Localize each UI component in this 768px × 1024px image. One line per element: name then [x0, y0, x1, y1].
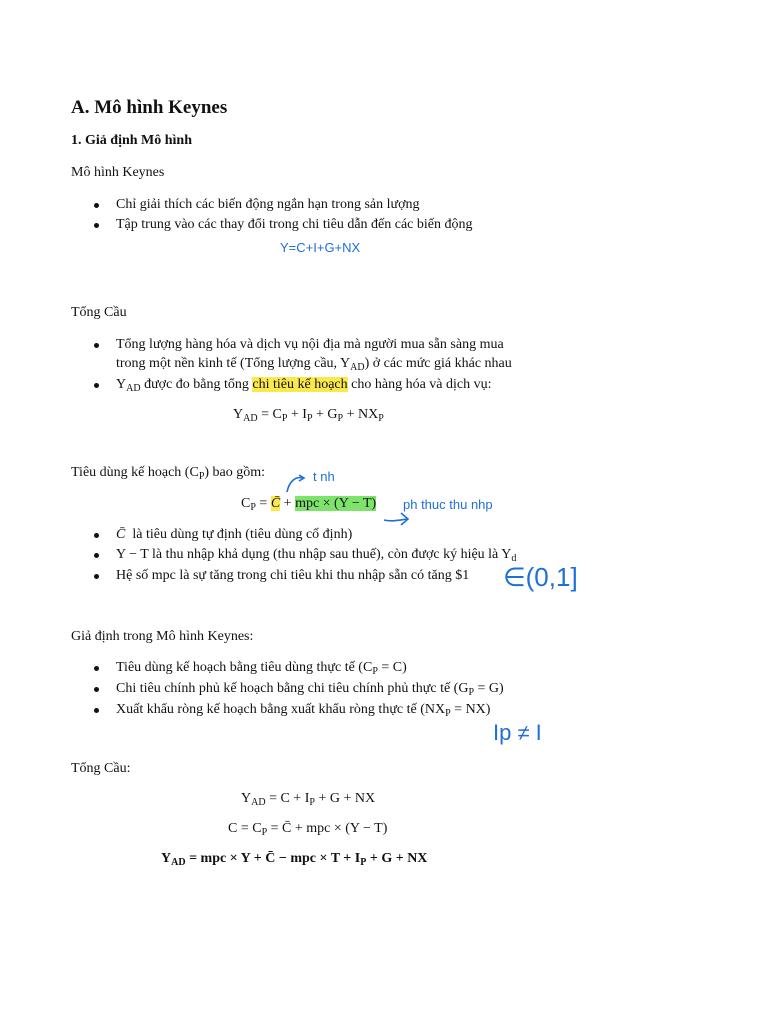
- highlight-planned-spending: chi tiêu kế hoạch: [252, 377, 348, 392]
- aggregate-demand-label: Tổng Cầu:: [71, 761, 131, 776]
- equation-ad-expanded: $Y_{AD}$ = mpc × Y + C̄ − mpc × $T + I_P + G$ + NX: [161, 851, 428, 868]
- equation-consumption-2: $C = C_P$ = C̄ + mpc × (Y − T): [228, 821, 388, 838]
- list-item: Chỉ giải thích các biến động ngắn hạn trong sản lượng: [116, 197, 420, 212]
- assumptions-label: Giả định trong Mô hình Keynes:: [71, 629, 254, 644]
- equation-ad: $Y_{AD} = C_P + I_P + G_P + NX_P$: [233, 407, 384, 424]
- section-heading: 1. Giả định Mô hình: [71, 133, 192, 148]
- list-item: C̄ là tiêu dùng tự định (tiêu dùng cố định): [116, 527, 353, 542]
- aggregate-demand-label: Tổng Cầu: [71, 305, 127, 320]
- equation-consumption: $C_P$ = C̄ + mpc × (Y − T): [241, 496, 377, 513]
- arrow-annotation-icon: [285, 472, 315, 494]
- model-label: Mô hình Keynes: [71, 165, 165, 180]
- highlight-mpc-term: mpc × (Y − T): [295, 496, 377, 511]
- list-item: $Y_{AD}$ được đo bằng tổng chi tiêu kế hoạch cho hàng hóa và dịch vụ:: [116, 377, 492, 394]
- handwritten-range: ∈(0,1]: [503, 562, 578, 592]
- list-item: Tập trung vào các thay đổi trong chi tiêu dẫn đến các biến động: [116, 217, 473, 232]
- list-item: Chi tiêu chính phủ kế hoạch bằng chi tiêu chính phủ thực tế $(G_P = G)$: [116, 681, 504, 698]
- list-item: Tiêu dùng kế hoạch bằng tiêu dùng thực tế $(C_P = C)$: [116, 660, 407, 677]
- handwritten-note: ph thuc thu nhp: [403, 497, 493, 512]
- list-item-continuation: trong một nền kinh tế (Tổng lượng cầu, $Y_{AD}$) ở các mức giá khác nhau: [116, 356, 512, 373]
- equation-ad-2: $Y_{AD} = C + I_P + G$ + NX: [241, 791, 376, 808]
- arrow-annotation-icon: [382, 510, 412, 530]
- consumption-label: Tiêu dùng kế hoạch $(C_P)$ bao gồm:: [71, 465, 266, 482]
- list-item: Hệ số mpc là sự tăng trong chi tiêu khi thu nhập sẵn có tăng $1: [116, 568, 470, 583]
- list-item: Xuất khẩu ròng kế hoạch bằng xuất khẩu ròng thực tế $(NX_P = NX)$: [116, 702, 491, 719]
- handwritten-note: Ip ≠ I: [493, 720, 542, 745]
- list-item: Y − T là thu nhập khả dụng (thu nhập sau thuế), còn được ký hiệu là $Y_d$: [116, 547, 517, 564]
- handwritten-note: t nh: [313, 469, 335, 484]
- handwritten-identity: Y=C+I+G+NX: [280, 240, 361, 255]
- list-item: Tổng lượng hàng hóa và dịch vụ nội địa mà người mua sẵn sàng mua: [116, 337, 504, 352]
- page-title: A. Mô hình Keynes: [71, 97, 228, 118]
